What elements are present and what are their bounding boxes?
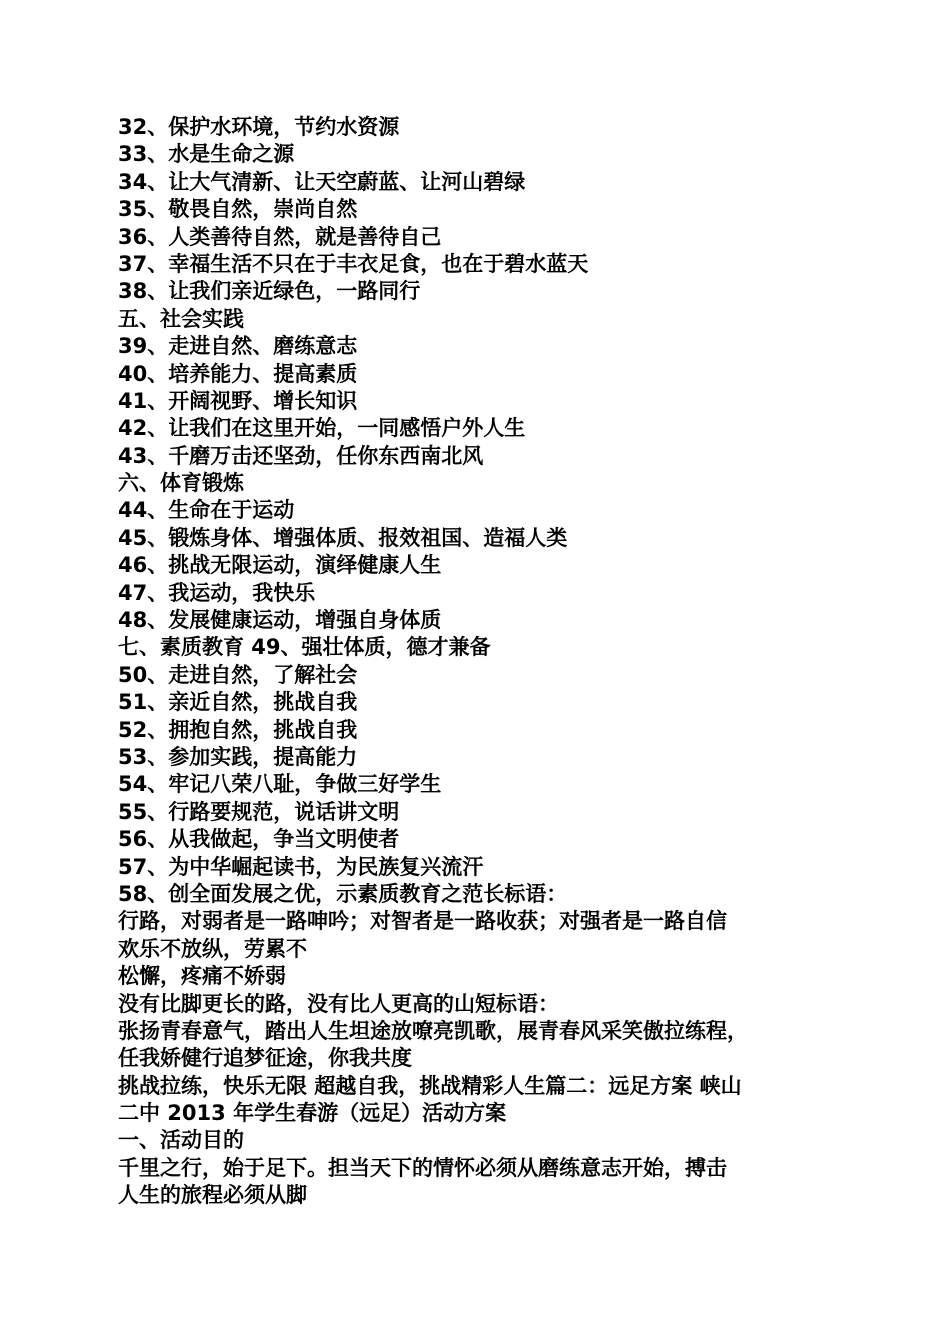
text-line: 行路，对弱者是一路呻吟；对智者是一路收获；对强者是一路自信 bbox=[118, 909, 727, 934]
text-line: 56、从我做起，争当文明使者 bbox=[118, 827, 400, 852]
text-line: 45、锻炼身体、增强体质、报效祖国、造福人类 bbox=[118, 525, 568, 550]
text-line: 46、挑战无限运动，演绎健康人生 bbox=[118, 553, 442, 578]
document-body bbox=[118, 114, 838, 1210]
section-heading: 一、活动目的 bbox=[118, 1128, 244, 1153]
section-heading: 六、体育锻炼 bbox=[118, 471, 244, 496]
text-line: 39、走进自然、磨练意志 bbox=[118, 334, 358, 359]
text-line: 欢乐不放纵，劳累不 bbox=[118, 936, 307, 961]
text-line: 43、千磨万击还坚劲，任你东西南北风 bbox=[118, 443, 484, 468]
text-line: 42、让我们在这里开始，一同感悟户外人生 bbox=[118, 416, 526, 441]
text-line: 32、保护水环境，节约水资源 bbox=[118, 115, 400, 139]
text-line: 34、让大气清新、让天空蔚蓝、让河山碧绿 bbox=[118, 169, 526, 194]
text-line: 51、亲近自然，挑战自我 bbox=[118, 690, 358, 715]
text-line: 人生的旅程必须从脚 bbox=[118, 1183, 307, 1208]
text-line: 53、参加实践，提高能力 bbox=[118, 744, 358, 769]
section-heading: 五、社会实践 bbox=[118, 306, 244, 331]
text-line: 没有比脚更长的路，没有比人更高的山短标语： bbox=[118, 991, 559, 1016]
text-line: 松懈，疼痛不娇弱 bbox=[118, 964, 286, 989]
text-line: 55、行路要规范，说话讲文明 bbox=[118, 799, 400, 824]
text-line: 48、发展健康运动，增强自身体质 bbox=[118, 608, 442, 633]
text-line: 张扬青春意气，踏出人生坦途放嘹亮凯歌，展青春风采笑傲拉练程， bbox=[118, 1018, 748, 1043]
text-line: 38、让我们亲近绿色，一路同行 bbox=[118, 279, 421, 304]
text-line: 41、开阔视野、增长知识 bbox=[118, 388, 358, 413]
text-line: 36、人类善待自然，就是善待自己 bbox=[118, 224, 442, 249]
text-line: 52、拥抱自然，挑战自我 bbox=[118, 717, 358, 742]
text-line: 57、为中华崛起读书，为民族复兴流汗 bbox=[118, 854, 484, 879]
text-line: 37、幸福生活不只在于丰衣足食，也在于碧水蓝天 bbox=[118, 251, 589, 276]
text-line: 40、培养能力、提高素质 bbox=[118, 361, 358, 386]
text-line: 任我娇健行追梦征途，你我共度 bbox=[118, 1046, 412, 1071]
text-line: 35、敬畏自然，崇尚自然 bbox=[118, 197, 358, 222]
text-line: 58、创全面发展之优，示素质教育之范长标语： bbox=[118, 881, 568, 906]
text-line: 47、我运动，我快乐 bbox=[118, 580, 316, 605]
text-line: 千里之行，始于足下。担当天下的情怀必须从磨练意志开始，搏击 bbox=[118, 1155, 727, 1180]
section-heading: 七、素质教育 49、强壮体质，德才兼备 bbox=[118, 635, 491, 660]
text-line: 二中 2013 年学生春游（远足）活动方案 bbox=[118, 1101, 507, 1126]
text-line: 54、牢记八荣八耻，争做三好学生 bbox=[118, 772, 442, 797]
text-line: 44、生命在于运动 bbox=[118, 498, 295, 523]
text-line: 33、水是生命之源 bbox=[118, 142, 295, 167]
text-line: 50、走进自然，了解社会 bbox=[118, 662, 358, 687]
text-line: 挑战拉练，快乐无限 超越自我，挑战精彩人生篇二：远足方案 峡山 bbox=[118, 1073, 742, 1098]
